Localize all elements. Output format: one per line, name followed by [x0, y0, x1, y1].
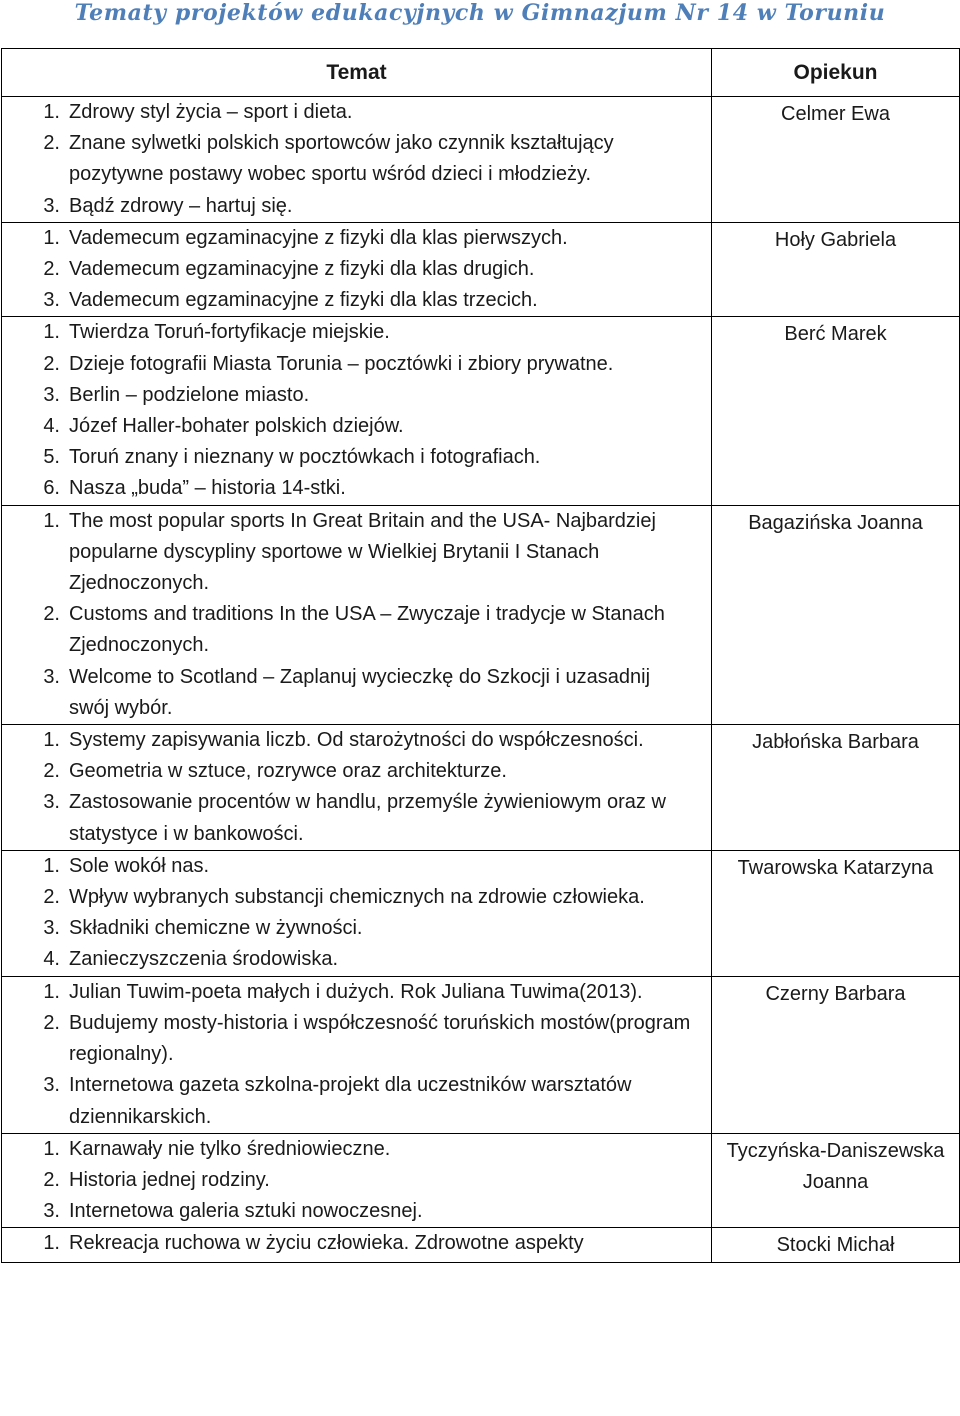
list-item	[2, 380, 711, 411]
tutor-cell: Jabłońska Barbara	[712, 725, 960, 851]
list-item	[2, 787, 711, 849]
topic-text: Zanieczyszczenia środowiska.	[69, 948, 338, 971]
topic-number: 2.	[43, 132, 60, 155]
topic-number: 3.	[43, 791, 60, 814]
topic-number: 4.	[43, 415, 60, 438]
list-item	[2, 97, 711, 128]
tutor-cell: Bagazińska Joanna	[712, 505, 960, 724]
list-item	[2, 1165, 711, 1196]
topic-text: Twierdza Toruń-fortyfikacje miejskie.	[69, 321, 390, 344]
table-row	[2, 222, 960, 317]
topic-number: 2.	[43, 603, 60, 626]
topics-cell	[2, 850, 712, 976]
list-item	[2, 473, 711, 504]
topic-number: 2.	[43, 886, 60, 909]
topic-number: 3.	[43, 1200, 60, 1223]
list-item	[2, 913, 711, 944]
topic-number: 1.	[43, 226, 60, 249]
topic-text: Systemy zapisywania liczb. Od starożytności do współczesności.	[69, 729, 644, 752]
topics-cell	[2, 976, 712, 1133]
topic-list	[2, 977, 711, 1133]
topic-number: 3.	[43, 917, 60, 940]
list-item	[2, 1008, 711, 1070]
tutor-cell: Celmer Ewa	[712, 97, 960, 223]
topic-text: Vademecum egzaminacyjne z fizyki dla klas trzecich.	[69, 289, 538, 312]
topic-number: 1.	[43, 854, 60, 877]
topics-cell	[2, 725, 712, 851]
topic-text: Bądź zdrowy – hartuj się.	[69, 194, 293, 217]
topic-list	[2, 1228, 711, 1259]
topic-list	[2, 317, 711, 504]
table-row	[2, 850, 960, 976]
list-item	[2, 506, 711, 600]
topic-number: 1.	[43, 980, 60, 1003]
topic-text: Rekreacja ruchowa w życiu człowieka. Zdrowotne aspekty	[69, 1232, 584, 1255]
topic-number: 3.	[43, 383, 60, 406]
topic-number: 2.	[43, 258, 60, 281]
list-item	[2, 977, 711, 1008]
topic-number: 2.	[43, 352, 60, 375]
topic-text: Vademecum egzaminacyjne z fizyki dla klas drugich.	[69, 258, 535, 281]
topic-list	[2, 851, 711, 976]
topic-list	[2, 1134, 711, 1228]
topic-number: 3.	[43, 194, 60, 217]
list-item	[2, 1070, 711, 1132]
table-row	[2, 97, 960, 223]
topic-number: 4.	[43, 948, 60, 971]
topic-list	[2, 725, 711, 850]
topic-number: 3.	[43, 1074, 60, 1097]
topic-list	[2, 223, 711, 317]
topic-text: Welcome to Scotland – Zaplanuj wycieczkę do Szkocji i uzasadnij swój wybór.	[69, 665, 651, 719]
topic-text: Karnawały nie tylko średniowieczne.	[69, 1137, 391, 1160]
topic-number: 2.	[43, 1168, 60, 1191]
table-row	[2, 976, 960, 1133]
page-title: Tematy projektów edukacyjnych w Gimnazjum Nr 14 w Toruniu	[74, 0, 886, 26]
topic-text: Berlin – podzielone miasto.	[69, 383, 310, 406]
list-item	[2, 254, 711, 285]
list-item	[2, 851, 711, 882]
table-row	[2, 725, 960, 851]
list-item	[2, 191, 711, 222]
tutor-cell: Twarowska Katarzyna	[712, 850, 960, 976]
list-item	[2, 442, 711, 473]
topic-number: 1.	[43, 509, 60, 532]
table-header-row	[2, 49, 960, 97]
topic-text: Sole wokół nas.	[69, 854, 210, 877]
topic-text: Zdrowy styl życia – sport i dieta.	[69, 101, 353, 123]
table-row	[2, 1228, 960, 1262]
topic-text: Znane sylwetki polskich sportowców jako czynnik kształtujący pozytywne postawy wobec sportu wśród dzieci i młodzieży.	[69, 132, 614, 186]
table-row	[2, 317, 960, 505]
topic-text: Customs and traditions In the USA – Zwyczaje i tradycje w Stanach Zjednoczonych.	[69, 603, 665, 657]
table-row	[2, 1133, 960, 1228]
topic-number: 1.	[43, 1232, 60, 1255]
topic-text: Toruń znany i nieznany w pocztówkach i fotografiach.	[69, 446, 541, 469]
tutor-cell: Berć Marek	[712, 317, 960, 505]
topic-number: 1.	[43, 321, 60, 344]
list-item	[2, 285, 711, 316]
tutor-cell: Tyczyńska-Daniszewska Joanna	[712, 1133, 960, 1228]
topic-number: 1.	[43, 101, 60, 123]
topics-cell	[2, 97, 712, 223]
column-header-tutor: Opiekun	[712, 49, 960, 97]
topic-text: Internetowa gazeta szkolna-projekt dla uczestników warsztatów dziennikarskich.	[69, 1074, 632, 1128]
topic-text: Internetowa galeria sztuki nowoczesnej.	[69, 1200, 423, 1223]
topics-cell	[2, 505, 712, 724]
topic-list	[2, 97, 711, 222]
tutor-cell: Stocki Michał	[712, 1228, 960, 1262]
topic-text: Nasza „buda” – historia 14-stki.	[69, 477, 346, 500]
list-item	[2, 662, 711, 724]
list-item	[2, 1196, 711, 1227]
projects-table	[1, 48, 960, 1263]
topic-number: 6.	[43, 477, 60, 500]
topic-list	[2, 506, 711, 724]
topic-text: Vademecum egzaminacyjne z fizyki dla klas pierwszych.	[69, 226, 568, 249]
topic-text: Julian Tuwim-poeta małych i dużych. Rok Juliana Tuwima(2013).	[69, 980, 643, 1003]
list-item	[2, 944, 711, 975]
topic-number: 1.	[43, 729, 60, 752]
list-item	[2, 725, 711, 756]
list-item	[2, 599, 711, 661]
column-header-topic: Temat	[2, 49, 712, 97]
list-item	[2, 223, 711, 254]
topic-number: 1.	[43, 1137, 60, 1160]
list-item	[2, 349, 711, 380]
list-item	[2, 882, 711, 913]
topic-number: 2.	[43, 760, 60, 783]
list-item	[2, 317, 711, 348]
topic-text: Józef Haller-bohater polskich dziejów.	[69, 415, 404, 438]
tutor-cell: Czerny Barbara	[712, 976, 960, 1133]
topic-number: 5.	[43, 446, 60, 469]
list-item	[2, 1228, 711, 1259]
topics-cell	[2, 1133, 712, 1228]
topic-text: The most popular sports In Great Britain and the USA- Najbardziej popularne dyscypliny sportowe w Wielkiej Brytanii I Stanach Zjednoczonych.	[69, 509, 656, 595]
topic-text: Zastosowanie procentów w handlu, przemyśle żywieniowym oraz w statystyce i w bankowości.	[69, 791, 666, 845]
table-row	[2, 505, 960, 724]
topic-text: Budujemy mosty-historia i współczesność toruńskich mostów(program regionalny).	[69, 1011, 691, 1066]
topic-text: Składniki chemiczne w żywności.	[69, 917, 363, 940]
topic-number: 3.	[43, 665, 60, 688]
topic-number: 3.	[43, 289, 60, 312]
topics-cell	[2, 317, 712, 505]
list-item	[2, 128, 711, 190]
topic-text: Historia jednej rodziny.	[69, 1168, 270, 1191]
list-item	[2, 1134, 711, 1165]
topics-cell	[2, 222, 712, 317]
topic-text: Wpływ wybranych substancji chemicznych na zdrowie człowieka.	[69, 886, 645, 909]
topics-cell	[2, 1228, 712, 1262]
topic-text: Geometria w sztuce, rozrywce oraz architekturze.	[69, 760, 507, 783]
topic-number: 2.	[43, 1011, 60, 1034]
tutor-cell: Hoły Gabriela	[712, 222, 960, 317]
topic-text: Dzieje fotografii Miasta Torunia – pocztówki i zbiory prywatne.	[69, 352, 614, 375]
list-item	[2, 756, 711, 787]
list-item	[2, 411, 711, 442]
